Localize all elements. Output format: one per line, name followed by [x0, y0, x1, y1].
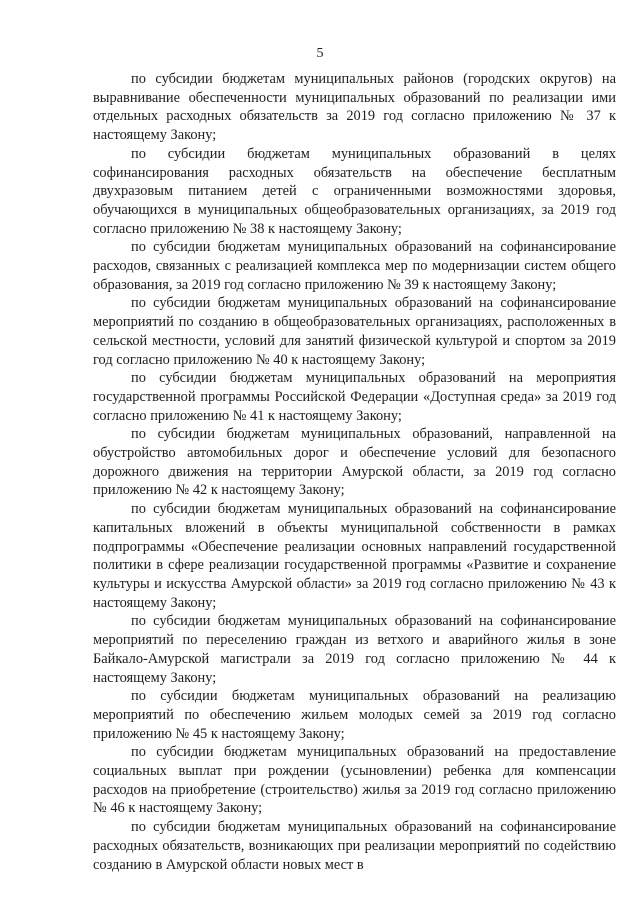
paragraph-subsidy-40: по субсидии бюджетам муниципальных образований на софинансирование мероприятий по созданию в общеобразовательных организациях, расположенных в сельской местности, условий для занятий физической культурой и спортом за 2019 год согласно приложению № 40 к настоящему Закону; — [93, 295, 616, 368]
paragraph-subsidy-47: по субсидии бюджетам муниципальных образований на софинансирование расходных обязательств, возникающих при реализации мероприятий по содействию созданию в Амурской области новых мест в — [93, 819, 616, 873]
document-body — [93, 70, 616, 874]
paragraph-subsidy-42: по субсидии бюджетам муниципальных образований, направленной на обустройство автомобильных дорог и обеспечение условий для безопасного дорожного движения на территории Амурской области, за 2019 год согласно приложению № 42 к настоящему Закону; — [93, 426, 616, 499]
paragraph-subsidy-45: по субсидии бюджетам муниципальных образований на реализацию мероприятий по обеспечению жильем молодых семей за 2019 год согласно приложению № 45 к настоящему Закону; — [93, 688, 616, 742]
paragraph-subsidy-46: по субсидии бюджетам муниципальных образований на предоставление социальных выплат при рождении (усыновлении) ребенка для компенсации расходов на приобретение (строительство) жилья за 2019 год согласно приложению № 46 к настоящему Закону; — [93, 744, 616, 817]
paragraph-subsidy-41: по субсидии бюджетам муниципальных образований на мероприятия государственной программы Российской Федерации «Доступная среда» за 2019 год согласно приложению № 41 к настоящему Закону; — [93, 370, 616, 424]
paragraph-subsidy-43: по субсидии бюджетам муниципальных образований на софинансирование капитальных вложений в объекты муниципальной собственности в рамках подпрограммы «Обеспечение реализации основных направлений государственной политики в сфере реализации государственной программы «Развитие и сохранение культуры и искусства Амурской области» за 2019 год согласно приложению № 43 к настоящему Закону; — [93, 501, 616, 611]
paragraph-subsidy-38: по субсидии бюджетам муниципальных образований в целях софинансирования расходных обязательств на обеспечение бесплатным двухразовым питанием детей с ограниченными возможностями здоровья, обучающихся в муниципальных общеобразовательных организациях, за 2019 год согласно приложению № 38 к настоящему Закону; — [93, 145, 616, 237]
paragraph-subsidy-39: по субсидии бюджетам муниципальных образований на софинансирование расходов, связанных с реализацией комплекса мер по модернизации систем общего образования, за 2019 год согласно приложению № 39 к настоящему Закону; — [93, 239, 616, 293]
paragraph-subsidy-44: по субсидии бюджетам муниципальных образований на софинансирование мероприятий по переселению граждан из ветхого и аварийного жилья в зоне Байкало-Амурской магистрали за 2019 год согласно приложению № 44 к настоящему Закону; — [93, 613, 616, 686]
paragraph-subsidy-37: по субсидии бюджетам муниципальных районов (городских округов) на выравнивание обеспеченности муниципальных образований по реализации ими отдельных расходных обязательств за 2019 год согласно приложению № 37 к настоящему Закону; — [93, 71, 616, 144]
page-number: 5 — [316, 46, 324, 61]
